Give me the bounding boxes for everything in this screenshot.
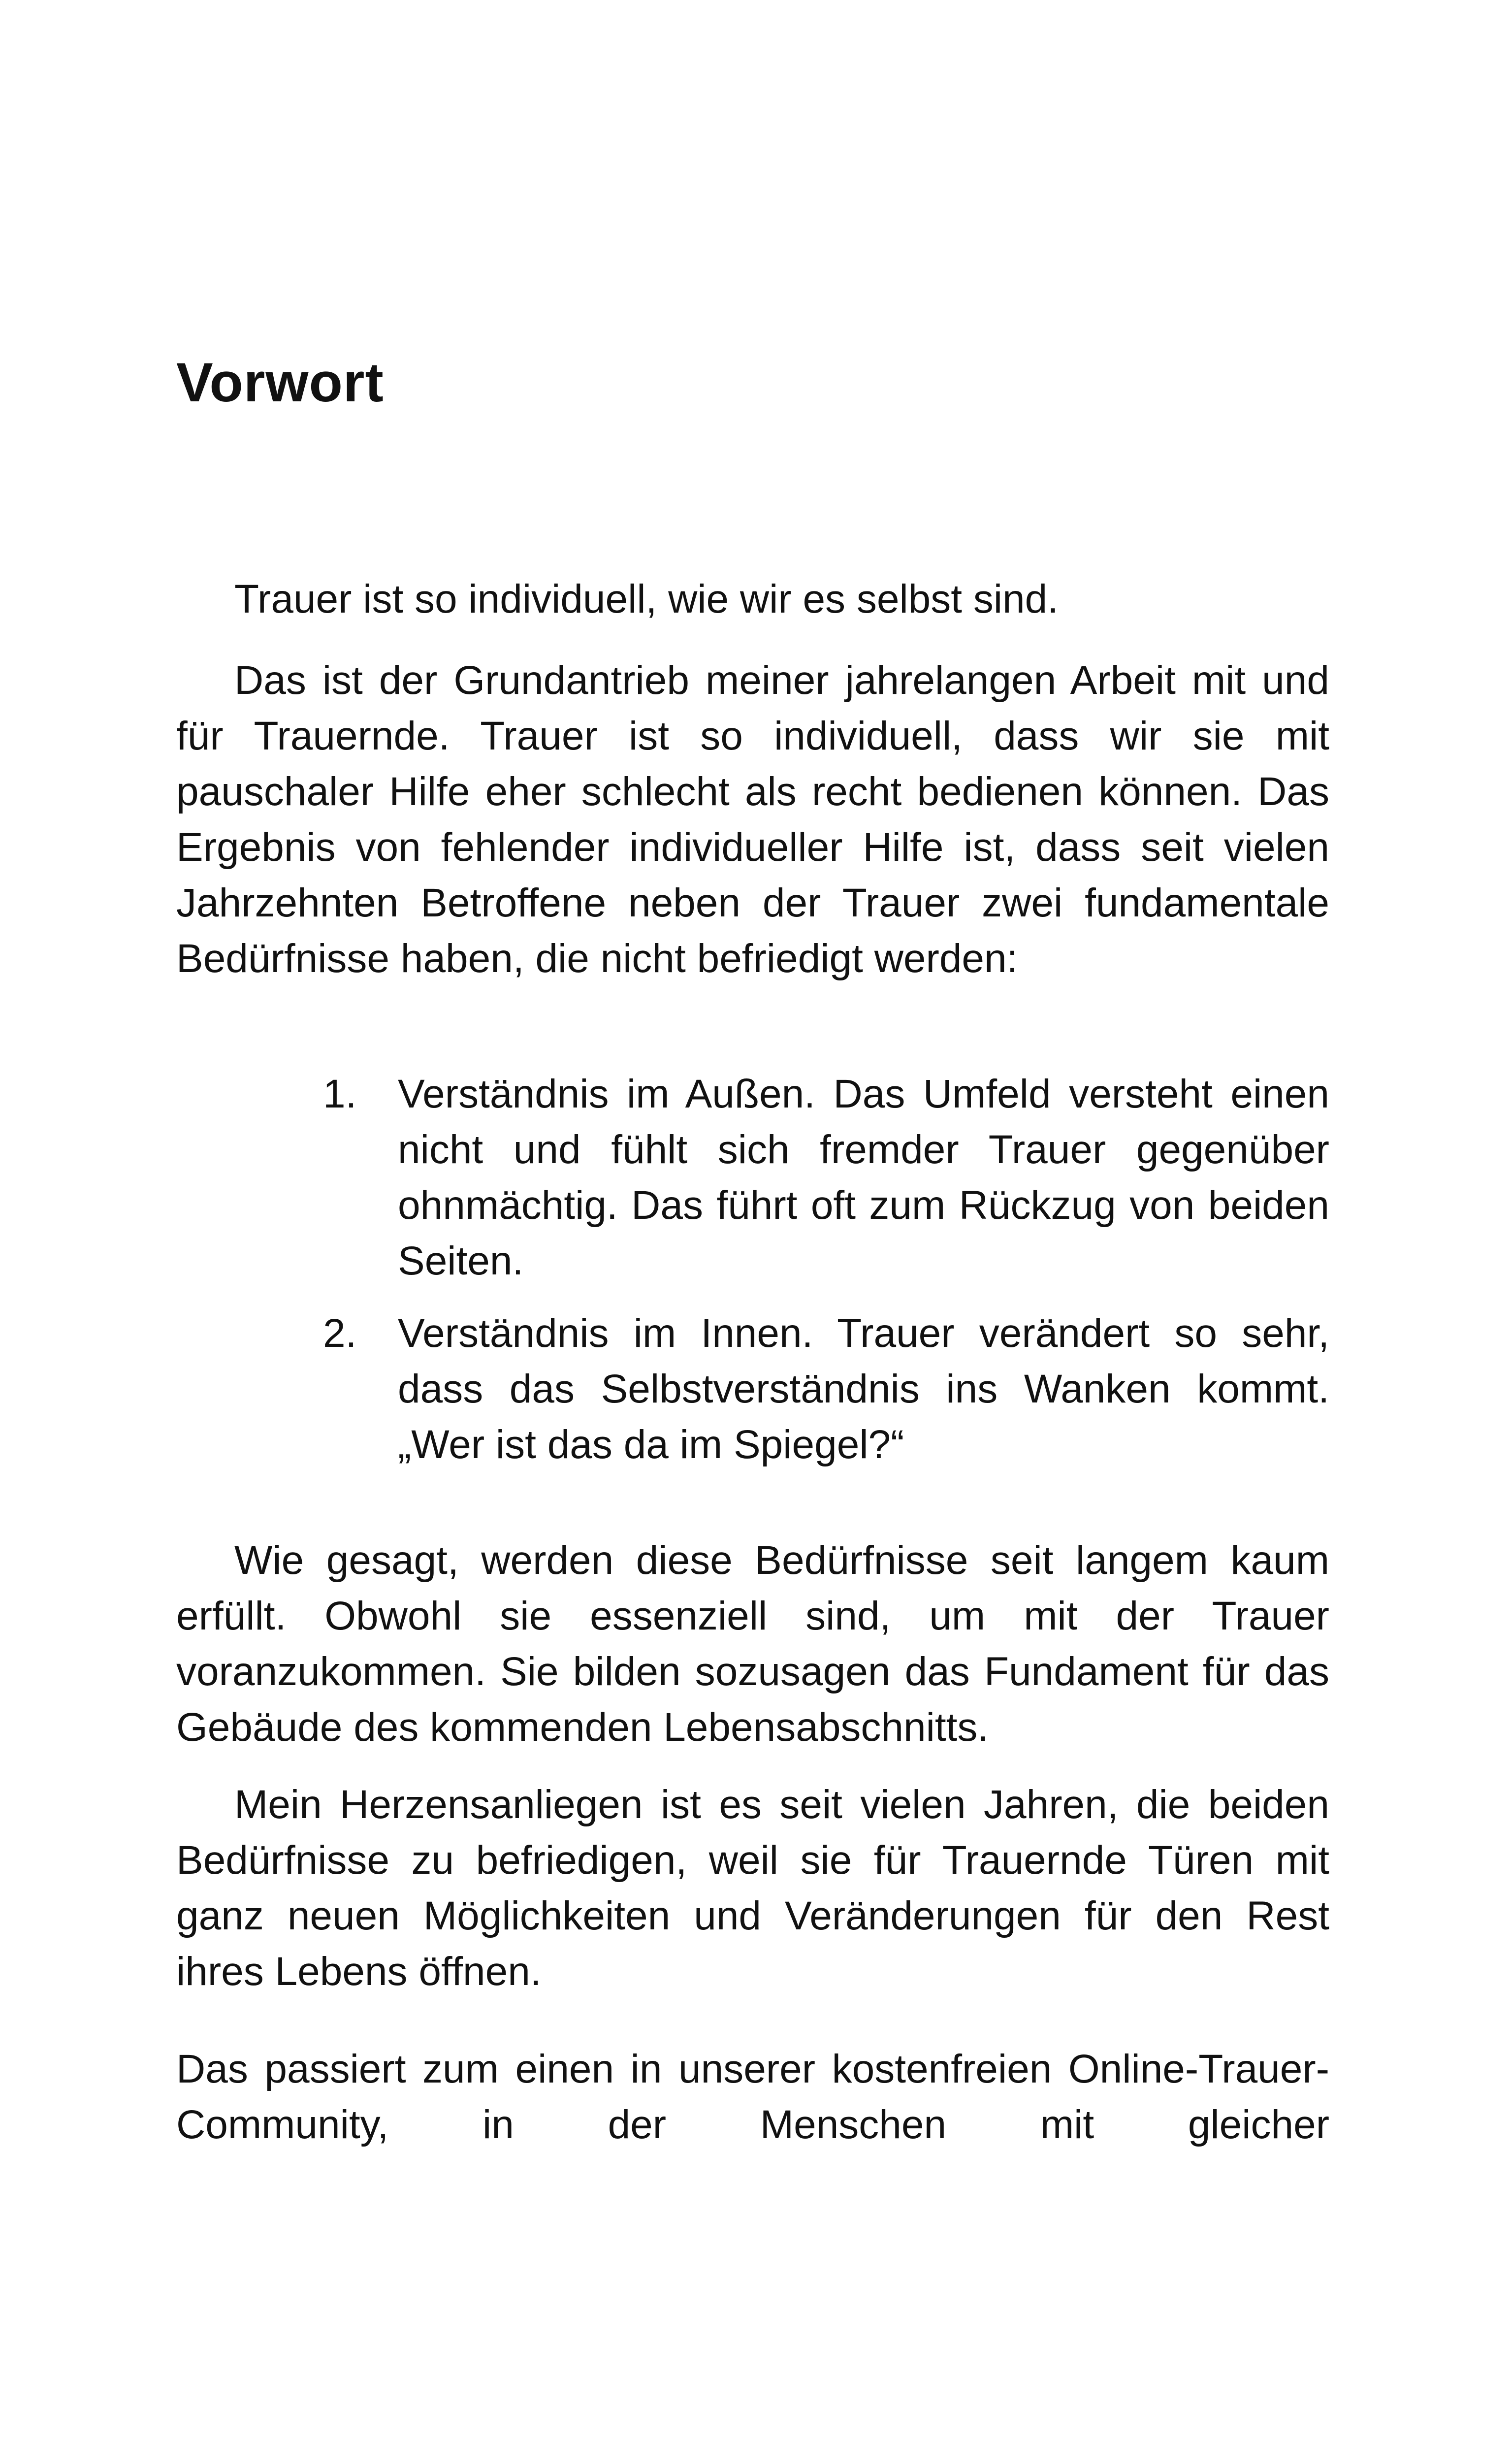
list-item-text: Verständnis im Innen. Trauer verändert so sehr, dass das Selbstverständnis ins Wanken kommt. „Wer ist das da im Spiegel?“ <box>398 1311 1329 1467</box>
paragraph-intro: Trauer ist so individuell, wie wir es selbst sind. <box>234 577 1059 621</box>
list-item-text: Verständnis im Außen. Das Umfeld versteht einen nicht und fühlt sich fremder Trauer gegenüber ohnmächtig. Das führt oft zum Rückzug von beiden Seiten. <box>398 1072 1329 1283</box>
list-item-number: 2. <box>323 1311 357 1356</box>
paragraph-motivation: Das ist der Grundantrieb meiner jahrelangen Arbeit mit und für Trauernde. Trauer ist so individuell, dass wir sie mit pauschaler Hilfe eher schlecht als recht bedienen können. Das Ergebnis von fehlender individueller Hilfe ist, dass seit vielen Jahrzehnten Betroffene neben der Trauer zwei fundamentale Bedürfnisse haben, die nicht befriedigt werden: <box>176 658 1329 981</box>
list-item <box>323 1305 1329 1472</box>
paragraph-community: Das passiert zum einen in unserer kostenfreien Online-Trauer-Community, in der Menschen mit gleicher <box>176 2047 1329 2147</box>
list-item <box>323 1066 1329 1289</box>
paragraph-heart-concern: Mein Herzensanliegen ist es seit vielen Jahren, die beiden Bedürfnisse zu befriedigen, weil sie für Trauernde Türen mit ganz neuen Möglichkeiten und Veränderungen für den Rest ihres Lebens öffnen. <box>176 1782 1329 1994</box>
paragraph-needs-summary: Wie gesagt, werden diese Bedürfnisse seit langem kaum erfüllt. Obwohl sie essenziell sind, um mit der Trauer voranzukommen. Sie bilden sozusagen das Fundament für das Gebäude des kommenden Lebensabschnitts. <box>176 1538 1329 1750</box>
list-item-number: 1. <box>323 1072 357 1116</box>
needs-list <box>323 1066 1329 1472</box>
chapter-heading: Vorwort <box>176 352 384 413</box>
